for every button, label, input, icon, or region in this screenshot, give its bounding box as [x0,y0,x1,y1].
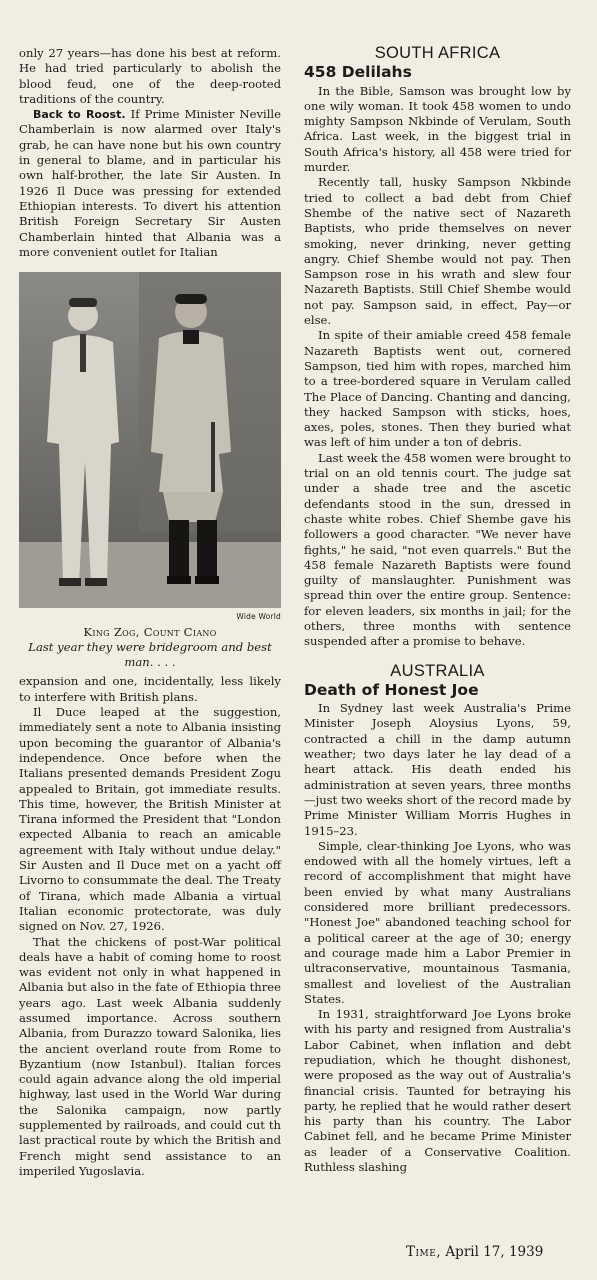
caption-names: King Zog, Count Ciano [83,625,217,640]
issue-date: April 17, 1939 [441,1244,544,1260]
page-footer [406,1244,543,1260]
paragraph: In spite of their amiable creed 458 female Nazareth Baptists went out, cornered Sampson, tied him with ropes, marched him to a tree-bordered square in Verulam called The Place of Dancing. Chanting and dancing, they hacked Sampson with sticks, hoes, axes, poles, stones. Then they buried what was left of him under a ton of debris. [304,328,571,450]
magazine-name: Time, [406,1244,442,1260]
section-heading-south-africa: SOUTH AFRICA [374,44,501,62]
paragraph: Simple, clear-thinking Joe Lyons, who was endowed with all the homely virtues, left a record of accomplishment that might have been envied by what many Australians considered more brilliant predecessors. "Honest Joe" abandoned teaching school for a political career at the age of 30; energy and courage made him a Labor Premier in ultraconservative, mountainous Tasmania, smallest and loveliest of the Australian States. [304,838,571,1006]
paragraph: Il Duce leaped at the suggestion, immediately sent a note to Albania insisting upon becoming the guarantor of Albania's independence. Once before when the Italians presented demands President Zogu appealed to Britain, got immediate results. This time, however, the British Minister at Tirana informed the President that "London expected Albania to reach an amicable agreement with Italy without undue delay." Sir Austen and Il Duce met on a yacht off Livorno to consummate the deal. The Treaty of Tirana, which made Albania a virtual Italian economic protectorate, was duly signed on Nov. 27, 1926. [19,705,281,934]
story-title-honest-joe: Death of Honest Joe [304,680,479,699]
photo-king-zog-count-ciano [19,272,281,608]
photo-credit: Wide World [236,612,281,622]
paragraph-text: If Prime Minister Neville Chamberlain is now alarmed over Italy's grab, he can have none but his own country in general to blame, and in particular his own half-brother, the late Sir Austen. In 1926 Il Duce was pressing for extended Ethiopian interests. To divert his attention British Foreign Secretary Sir Austen Chamberlain hinted that Albania was a more convenient outlet for Italian [19,107,281,259]
paragraph: only 27 years—has done his best at reform. He had tried particularly to abolish the blood feud, one of the deep-rooted traditions of the country. [19,46,281,106]
photo-figure [19,272,281,670]
paragraph: In Sydney last week Australia's Prime Minister Joseph Aloysius Lyons, 59, contracted a chill in the damp autumn weather; two days later he lay dead of a heart attack. His death ended his administration at seven years, three months —just two weeks short of the record made by Prime Minister William Morris Hughes in 1915–23. [304,701,571,838]
paragraph: That the chickens of post-War political deals have a habit of coming home to roost was evident not only in what happened in Albania but also in the fate of Ethiopia three years ago. Last week Albania suddenly assumed importance. Across southern Albania, from Durazzo toward Salonika, lies the ancient overland route from Rome to Byzantium (now Istanbul). Italian forces could again advance along the old imperial highway, last used in the World War during the Salonika campaign, now partly supplemented by railroads, and could cut th last practical route by which the British and French might send assistance to an imperiled Yugoslavia. [19,934,281,1178]
paragraph [19,107,281,260]
section-heading-australia: AUSTRALIA [390,661,485,680]
subhead-back-to-roost: Back to Roost. [33,108,126,122]
paragraph: In 1931, straightforward Joe Lyons broke with his party and resigned from Australia's Labor Cabinet, when inflation and debt repudiation, which he thought dishonest, were proposed as the way out of Australia's financial crisis. Taunted for betraying his party, he replied that he would rather desert his party than his country. The Labor Cabinet fell, and he became Prime Minister as leader of a Conservative Coalition. Ruthless slashing [304,1007,571,1175]
paragraph: In the Bible, Samson was brought low by one wily woman. It took 458 women to undo mighty Sampson Nkbinde of Verulam, South Africa. Last week, in the biggest trial in South Africa's history, all 458 were tried for murder. [304,83,571,175]
paragraph: expansion and one, incidentally, less likely to interfere with British plans. [19,674,281,704]
paragraph: Recently tall, husky Sampson Nkbinde tried to collect a bad debt from Chief Shembe of the native sect of Nazareth Baptists, who pride themselves on never smoking, never drinking, never getting angry. Chief Shembe would not pay. Then Sampson rose in his wrath and slew four Nazareth Baptists. Still Chief Shembe would not pay. Sampson said, in effect, Pay—or else. [304,175,571,328]
story-title-delilahs: 458 Delilahs [304,63,412,82]
caption-subtitle: Last year they were bridegroom and best man. . . . [28,640,272,670]
left-column [19,46,281,1179]
right-column [304,46,571,1175]
photo-illustration [19,272,281,608]
photo-caption [19,625,281,670]
paragraph: Last week the 458 women were brought to trial on an old tennis court. The judge sat under a shade tree and the ascetic defendants stood in the sun, dressed in chaste white robes. Chief Shembe gave his followers a good character. "We never have fights," he said, "not even quarrels." But the 458 female Nazareth Baptists were found guilty of manslaughter. Punishment was spread thin over the entire group. Sentence: for eleven leaders, six months in jail; for the others, three months with sentence suspended after a promise to behave. [304,450,571,649]
